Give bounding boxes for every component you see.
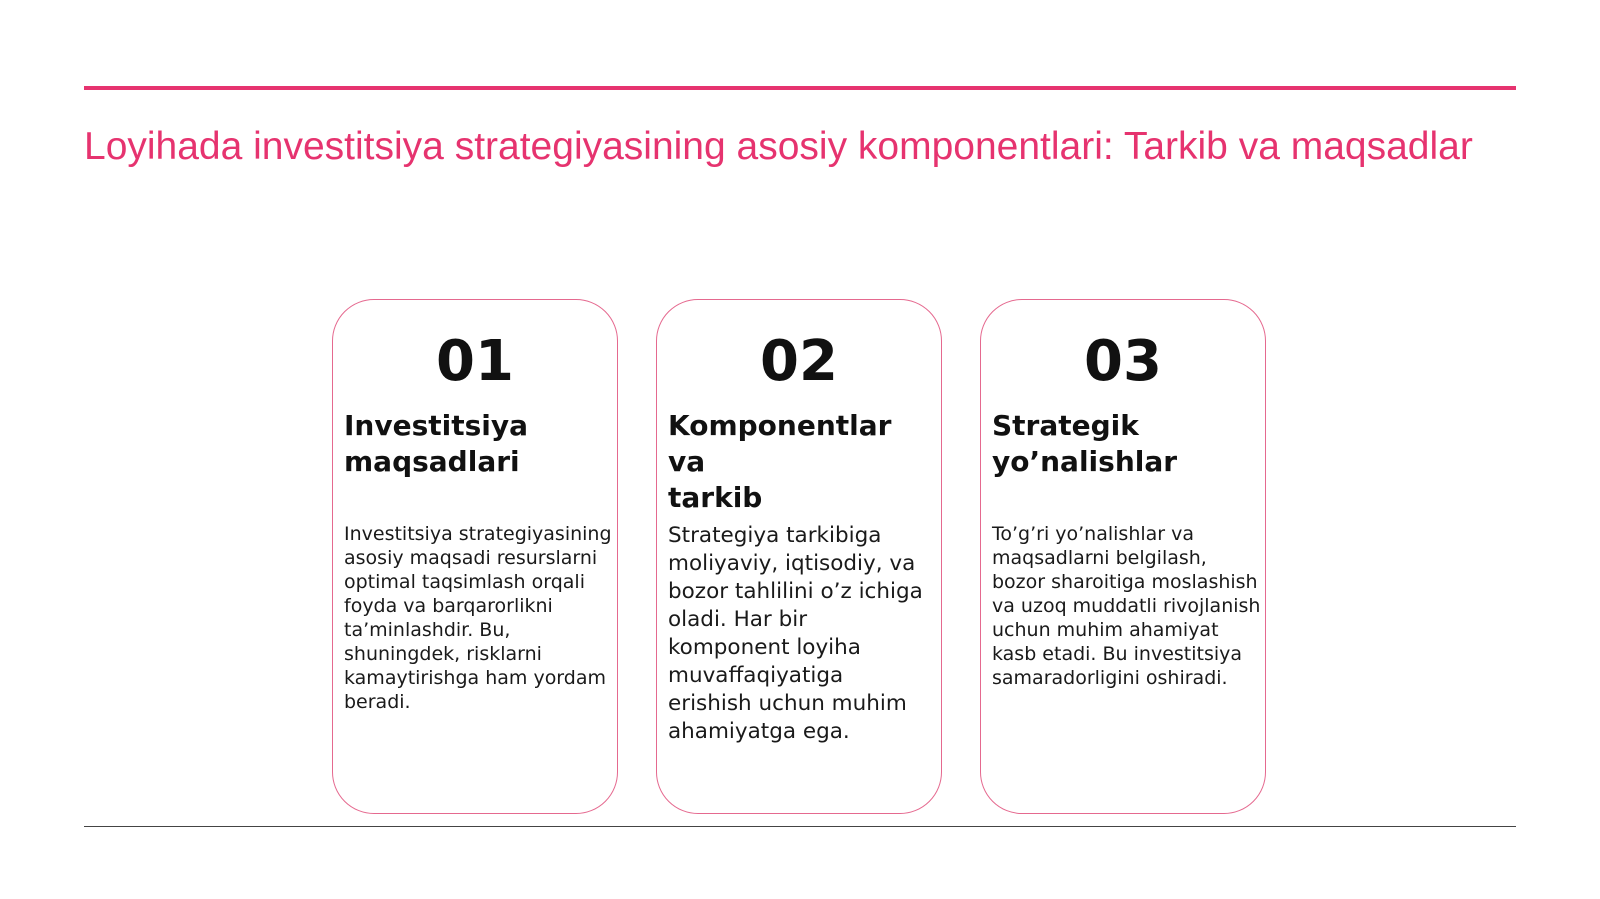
card-heading: Komponentlar va tarkib — [668, 409, 892, 514]
card-components — [656, 299, 942, 814]
card-text: To’g’ri yo’nalishlar va maqsadlarni belgilash, bozor sharoitiga moslashish va uzoq muddatli rivojlanish uchun muhim ahamiyat kasb etadi. Bu investitsiya samaradorligini oshiradi. — [992, 523, 1261, 689]
card-number: 03 — [1084, 329, 1162, 394]
card-number: 01 — [436, 329, 514, 394]
slide-title: Loyihada investitsiya strategiyasining asosiy komponentlari: Tarkib va maqsadlar — [84, 125, 1473, 168]
card-heading: Strategik yo’nalishlar — [992, 409, 1178, 478]
card-investment-goals — [332, 299, 618, 814]
top-accent-rule — [84, 86, 1516, 90]
card-strategic-directions — [980, 299, 1266, 814]
card-number: 02 — [760, 329, 838, 394]
bottom-divider — [84, 826, 1516, 827]
card-heading: Investitsiya maqsadlari — [344, 409, 529, 478]
card-text: Investitsiya strategiyasining asosiy maqsadi resurslarni optimal taqsimlash orqali foyda va barqarorlikni ta’minlashdir. Bu, shuningdek, risklarni kamaytirishga ham yordam beradi. — [344, 523, 612, 713]
card-text: Strategiya tarkibiga moliyaviy, iqtisodiy, va bozor tahlilini o’z ichiga oladi. Har bir komponent loyiha muvaffaqiyatiga erishish uchun muhim ahamiyatga ega. — [668, 523, 923, 744]
